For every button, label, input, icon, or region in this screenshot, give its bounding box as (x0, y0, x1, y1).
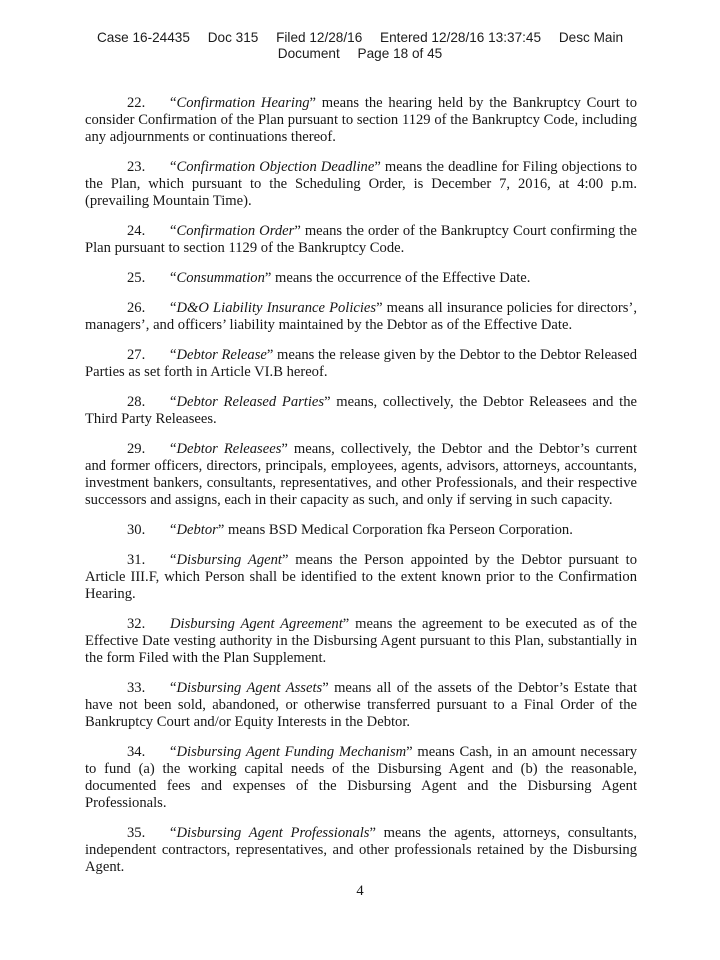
paragraph-number: 29. (127, 441, 146, 457)
definition-text: ” means BSD Medical Corporation fka Perseon Corporation. (217, 522, 573, 538)
defined-term: Debtor Released Parties (176, 394, 325, 410)
definition-paragraph (85, 159, 637, 210)
paragraph-number: 35. (127, 825, 146, 841)
open-quote: “ (170, 270, 177, 286)
paragraph-number: 33. (127, 680, 146, 696)
definition-text: ” means the release given by the Debtor to the Debtor Released Parties as set forth in Article VI.B hereof. (85, 347, 637, 380)
paragraph-number: 34. (127, 744, 146, 760)
defined-term: Disbursing Agent (176, 552, 282, 568)
desc-label: Desc Main (558, 30, 624, 45)
defined-term: Disbursing Agent Assets (176, 680, 323, 696)
open-quote: “ (170, 552, 177, 568)
open-quote: “ (170, 441, 177, 457)
paragraph-number: 25. (127, 270, 146, 286)
definition-text: ” means the order of the Bankruptcy Court confirming the Plan pursuant to section 1129 of the Bankruptcy Code. (85, 223, 637, 256)
paragraph-number: 24. (127, 223, 146, 239)
definition-text: ” means the deadline for Filing objections to the Plan, which pursuant to the Scheduling Order, is December 7, 2016, at 4:00 p.m. (prevailing Mountain Time). (85, 159, 637, 209)
definition-paragraph (85, 441, 637, 509)
open-quote: “ (170, 680, 177, 696)
definition-paragraph (85, 394, 637, 428)
paragraph-number: 28. (127, 394, 146, 410)
desc-document-label: Document (277, 45, 340, 61)
definition-paragraph (85, 552, 637, 603)
paragraph-number: 26. (127, 300, 146, 316)
open-quote: “ (170, 95, 177, 111)
case-number: Case 16-24435 (96, 30, 190, 45)
defined-term: Debtor (176, 522, 218, 538)
defined-term: Disbursing Agent Funding Mechanism (176, 744, 407, 760)
definition-paragraph (85, 95, 637, 146)
paragraph-number: 23. (127, 159, 146, 175)
definition-paragraph (85, 347, 637, 381)
definition-paragraph (85, 616, 637, 667)
definition-text: ” means, collectively, the Debtor and the Debtor’s current and former officers, directors, principals, employees, agents, advisors, attorneys, accountants, investment bankers, consultants, representatives, and other Professionals, and their respective successors and assigns, each in their capacity as such, and only if serving in such capacity. (85, 441, 637, 508)
open-quote: “ (170, 744, 177, 760)
paragraph-number: 27. (127, 347, 146, 363)
definition-paragraph (85, 223, 637, 257)
definition-paragraph (85, 744, 637, 812)
defined-term: Debtor Releasees (176, 441, 282, 457)
open-quote: “ (170, 347, 177, 363)
definition-text: ” means the hearing held by the Bankruptcy Court to consider Confirmation of the Plan pursuant to section 1129 of the Bankruptcy Code, including any adjournments or continuations thereof. (85, 95, 637, 145)
definition-paragraph (85, 522, 637, 539)
definition-text: ” means, collectively, the Debtor Releasees and the Third Party Releasees. (85, 394, 637, 427)
defined-term: D&O Liability Insurance Policies (176, 300, 377, 316)
definition-text: ” means the agreement to be executed as of the Effective Date vesting authority in the Disbursing Agent pursuant to this Plan, substantially in the form Filed with the Plan Supplement. (85, 616, 637, 666)
defined-term: Consummation (176, 270, 265, 286)
open-quote: “ (170, 300, 177, 316)
definition-paragraph (85, 300, 637, 334)
definition-text: ” means the occurrence of the Effective Date. (264, 270, 531, 286)
definition-paragraph (85, 680, 637, 731)
filed-date: Filed 12/28/16 (276, 30, 363, 45)
defined-term: Disbursing Agent Agreement (170, 616, 343, 632)
page-x-of-y: Page 18 of 45 (357, 45, 443, 61)
definition-text: ” means the Person appointed by the Debtor pursuant to Article III.F, which Person shall be identified to the extent known prior to the Confirmation Hearing. (85, 552, 637, 602)
defined-term: Disbursing Agent Professionals (176, 825, 370, 841)
defined-term: Confirmation Order (176, 223, 295, 239)
definition-paragraph (85, 270, 637, 287)
definition-text: ” means all insurance policies for directors’, managers’, and officers’ liability maintained by the Debtor as of the Effective Date. (85, 300, 637, 333)
definition-text: ” means Cash, in an amount necessary to fund (a) the working capital needs of the Disbursing Agent and (b) the reasonable, documented fees and expenses of the Disbursing Agent and the Disbursing Agent Professionals. (85, 744, 637, 811)
ecf-stamp-line1 (0, 30, 720, 46)
entered-date: Entered 12/28/16 13:37:45 (380, 30, 542, 45)
ecf-stamp-header (0, 30, 720, 61)
defined-term: Confirmation Objection Deadline (176, 159, 375, 175)
open-quote: “ (170, 522, 177, 538)
open-quote: “ (170, 159, 177, 175)
page-number: 4 (356, 883, 364, 899)
paragraph-number: 22. (127, 95, 146, 111)
open-quote: “ (170, 223, 177, 239)
ecf-stamp-line2 (0, 46, 720, 62)
definition-text: ” means all of the assets of the Debtor’s Estate that have not been sold, abandoned, or otherwise transferred pursuant to a Final Order of the Bankruptcy Court and/or Equity Interests in the Debtor. (85, 680, 637, 730)
doc-number: Doc 315 (207, 30, 259, 45)
paragraph-number: 32. (127, 616, 146, 632)
paragraph-number: 30. (127, 522, 146, 538)
defined-term: Debtor Release (176, 347, 267, 363)
open-quote: “ (170, 394, 177, 410)
defined-term: Confirmation Hearing (176, 95, 310, 111)
definition-text: ” means the agents, attorneys, consultants, independent contractors, representatives, and other professionals retained by the Disbursing Agent. (85, 825, 638, 875)
definitions-list (85, 95, 637, 889)
definition-paragraph (85, 825, 637, 876)
open-quote: “ (170, 825, 177, 841)
paragraph-number: 31. (127, 552, 146, 568)
